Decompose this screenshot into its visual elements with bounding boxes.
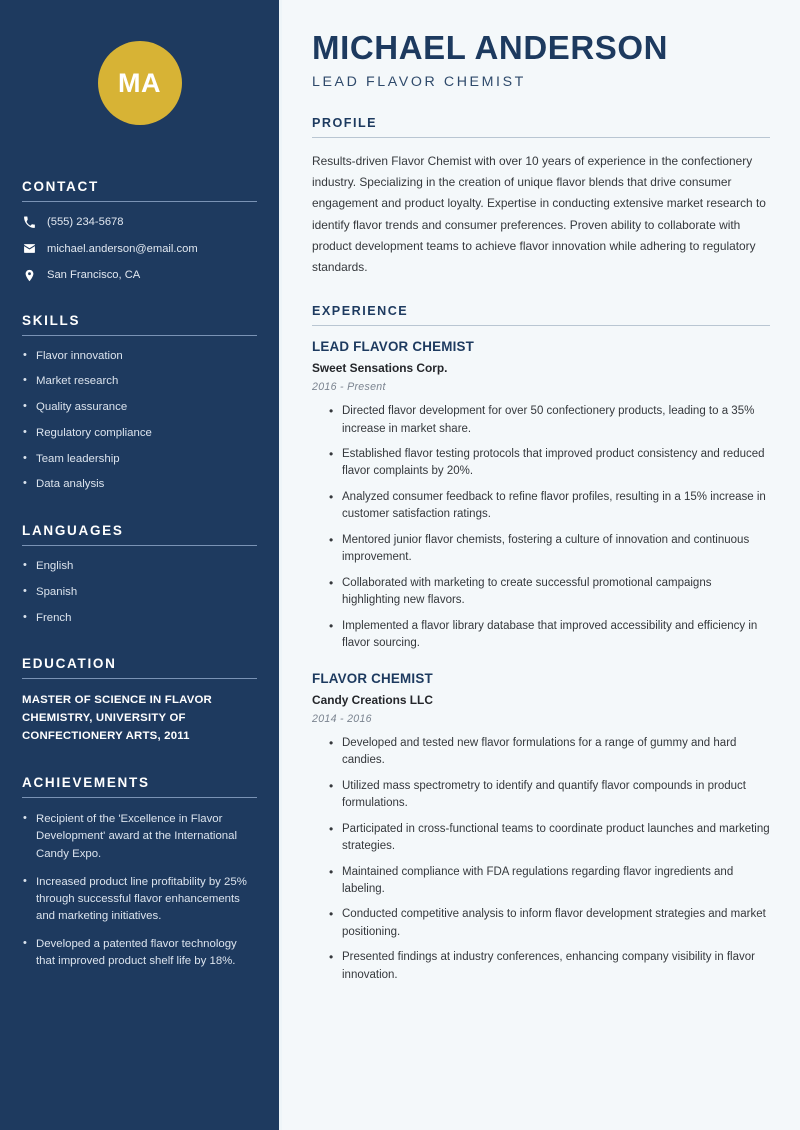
achievements-section [22, 775, 257, 970]
job-dates: 2014 - 2016 [312, 712, 372, 725]
job-bullet-list [312, 403, 770, 653]
job-company: Candy Creations LLC [312, 692, 433, 707]
list-item: • Developed a patented flavor technology that improved product shelf life by 18%. [22, 936, 257, 970]
list-item: • Analyzed consumer feedback to refine flavor profiles, resulting in a 15% increase in customer satisfaction ratings. [329, 489, 770, 524]
list-item: • Directed flavor development for over 50 confectionery products, leading to a 35% increase in market share. [329, 403, 770, 438]
languages-section [22, 523, 257, 626]
phone-icon [22, 215, 36, 229]
avatar-initials: MA [98, 41, 182, 125]
list-item: • Data analysis [22, 477, 257, 493]
list-item: • Spanish [22, 585, 257, 601]
experience-entry [312, 671, 770, 985]
job-bullet-list [312, 735, 770, 985]
experience-section [312, 304, 770, 984]
contact-divider [22, 201, 257, 202]
list-item: • Increased product line profitability by 25% through successful flavor enhancements and marketing initiatives. [22, 874, 257, 925]
languages-list [22, 559, 257, 626]
skills-divider [22, 335, 257, 336]
job-dates: 2016 - Present [312, 381, 386, 394]
list-item: • Established flavor testing protocols that improved product consistency and reduced flavor complaints by 20%. [329, 446, 770, 481]
envelope-icon [22, 242, 36, 256]
list-item: • Developed and tested new flavor formulations for a range of gummy and hard candies. [329, 735, 770, 770]
list-item: • Collaborated with marketing to create successful promotional campaigns highlighting new flavors. [329, 575, 770, 610]
list-item: • Market research [22, 374, 257, 390]
location-pin-icon [22, 268, 36, 282]
education-heading: EDUCATION [22, 656, 117, 672]
list-item: • Quality assurance [22, 400, 257, 416]
contact-email-value: michael.anderson@email.com [47, 242, 198, 255]
education-section [22, 656, 257, 745]
list-item: • Presented findings at industry conferences, enhancing company visibility in flavor innovation. [329, 949, 770, 984]
main-content [282, 0, 800, 1130]
list-item: • Participated in cross-functional teams to coordinate product launches and marketing strategies. [329, 821, 770, 856]
list-item: • Flavor innovation [22, 349, 257, 365]
list-item: • Maintained compliance with FDA regulations regarding flavor ingredients and labeling. [329, 864, 770, 899]
list-item: • French [22, 611, 257, 627]
experience-heading: EXPERIENCE [312, 304, 409, 319]
skills-heading: SKILLS [22, 312, 81, 328]
list-item: • Implemented a flavor library database that improved accessibility and efficiency in flavor sourcing. [329, 618, 770, 653]
list-item: • Team leadership [22, 452, 257, 468]
list-item: • English [22, 559, 257, 575]
contact-location-value: San Francisco, CA [47, 269, 141, 282]
profile-divider [312, 137, 770, 138]
languages-heading: LANGUAGES [22, 523, 124, 539]
achievements-list [22, 811, 257, 970]
contact-phone-value: (555) 234-5678 [47, 216, 124, 228]
education-divider [22, 678, 257, 679]
list-item: • Utilized mass spectrometry to identify and quantify flavor compounds in product formulations. [329, 778, 770, 813]
list-item: • Recipient of the 'Excellence in Flavor Development' award at the International Candy Expo. [22, 811, 257, 862]
contact-location-row[interactable] [22, 268, 257, 283]
page-title: MICHAEL ANDERSON [312, 29, 669, 66]
list-item: • Regulatory compliance [22, 426, 257, 442]
achievements-divider [22, 797, 257, 798]
sidebar [0, 0, 279, 1130]
contact-section [22, 179, 257, 283]
headline-subtitle: LEAD FLAVOR CHEMIST [312, 73, 526, 90]
list-item: • Conducted competitive analysis to inform flavor development strategies and market positioning. [329, 906, 770, 941]
achievements-heading: ACHIEVEMENTS [22, 775, 150, 791]
experience-divider [312, 325, 770, 326]
list-item: • Mentored junior flavor chemists, fostering a culture of innovation and continuous improvement. [329, 532, 770, 567]
avatar-container [22, 0, 257, 133]
contact-email-row[interactable] [22, 242, 257, 257]
job-title: FLAVOR CHEMIST [312, 670, 433, 686]
contact-heading: CONTACT [22, 179, 99, 194]
skills-list [22, 349, 257, 493]
job-title: LEAD FLAVOR CHEMIST [312, 339, 475, 355]
profile-section [312, 116, 770, 278]
languages-divider [22, 545, 257, 546]
experience-entry [312, 339, 770, 653]
education-entry: MASTER OF SCIENCE IN FLAVOR CHEMISTRY, UNIVERSITY OF CONFECTIONERY ARTS, 2011 [22, 694, 212, 742]
profile-heading: PROFILE [312, 115, 378, 130]
skills-section [22, 313, 257, 493]
profile-text: Results-driven Flavor Chemist with over 10 years of experience in the confectionery industry. Specializing in the creation of unique flavor blends that drive consumer engagement and product loyalty. Expertise in conducting extensive market research to identify flavor trends and consumer preferences. Proven ability to collaborate with product development teams to achieve flavor innovation while adhering to regulatory standards. [312, 153, 766, 274]
job-company: Sweet Sensations Corp. [312, 361, 448, 376]
contact-phone-row[interactable] [22, 215, 257, 230]
